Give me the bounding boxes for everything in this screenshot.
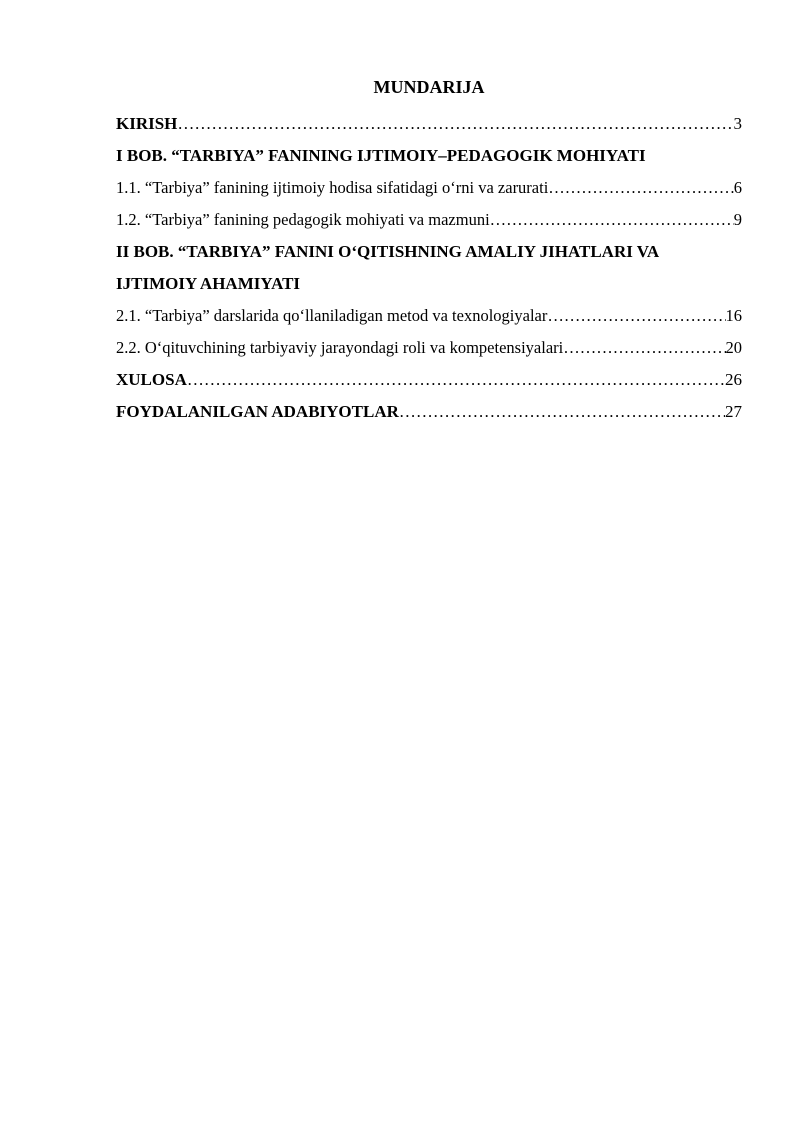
toc-entry-kirish <box>116 108 742 140</box>
toc-entry-1-1 <box>116 172 742 204</box>
toc-entry-label: 2.2. O‘qituvchining tarbiyaviy jarayondagi roli va kompetensiyalari <box>116 338 564 357</box>
toc-entry-page: 27 <box>725 402 742 421</box>
toc-entry-page: 16 <box>725 306 742 325</box>
toc-entry-2-1 <box>116 300 742 332</box>
toc-entry-label: FOYDALANILGAN ADABIYOTLAR <box>116 402 399 421</box>
toc-entry-leader <box>563 332 725 364</box>
toc-entry-label: 1.2. “Tarbiya” fanining pedagogik mohiyati va mazmuni <box>116 210 490 229</box>
toc-entry-page: 3 <box>733 114 742 133</box>
table-of-contents <box>116 108 742 428</box>
toc-entry-page: 20 <box>725 338 742 357</box>
toc-entry-2-2 <box>116 332 742 364</box>
toc-entry-label: 1.1. “Tarbiya” fanining ijtimoiy hodisa sifatidagi o‘rni va zarurati <box>116 178 549 197</box>
toc-entry-xulosa <box>116 364 742 396</box>
toc-entry-leader <box>177 108 733 140</box>
toc-chapter-1-heading: I BOB. “TARBIYA” FANINING IJTIMOIY–PEDAGOGIK MOHIYATI <box>116 146 646 165</box>
toc-entry-label: 2.1. “Tarbiya” darslarida qo‘llaniladigan metod va texnologiyalar <box>116 306 548 325</box>
toc-entry-page: 26 <box>725 370 742 389</box>
toc-entry-leader <box>187 364 725 396</box>
toc-entry-page: 9 <box>733 210 742 229</box>
toc-entry-leader <box>548 172 733 204</box>
toc-entry-1-2 <box>116 204 742 236</box>
toc-title: MUNDARIJA <box>373 77 485 97</box>
toc-entry-leader <box>547 300 725 332</box>
toc-entry-adabiyotlar <box>116 396 742 428</box>
toc-chapter-2-heading-line-2: IJTIMOIY AHAMIYATI <box>116 274 301 293</box>
toc-entry-leader <box>399 396 725 428</box>
toc-entry-label: XULOSA <box>116 370 187 389</box>
toc-chapter-2-heading: II BOB. “TARBIYA” FANINI O‘QITISHNING AMALIY JIHATLARI VA <box>116 242 660 261</box>
toc-entry-label: KIRISH <box>116 114 178 133</box>
toc-entry-page: 6 <box>733 178 742 197</box>
toc-entry-leader <box>490 204 734 236</box>
